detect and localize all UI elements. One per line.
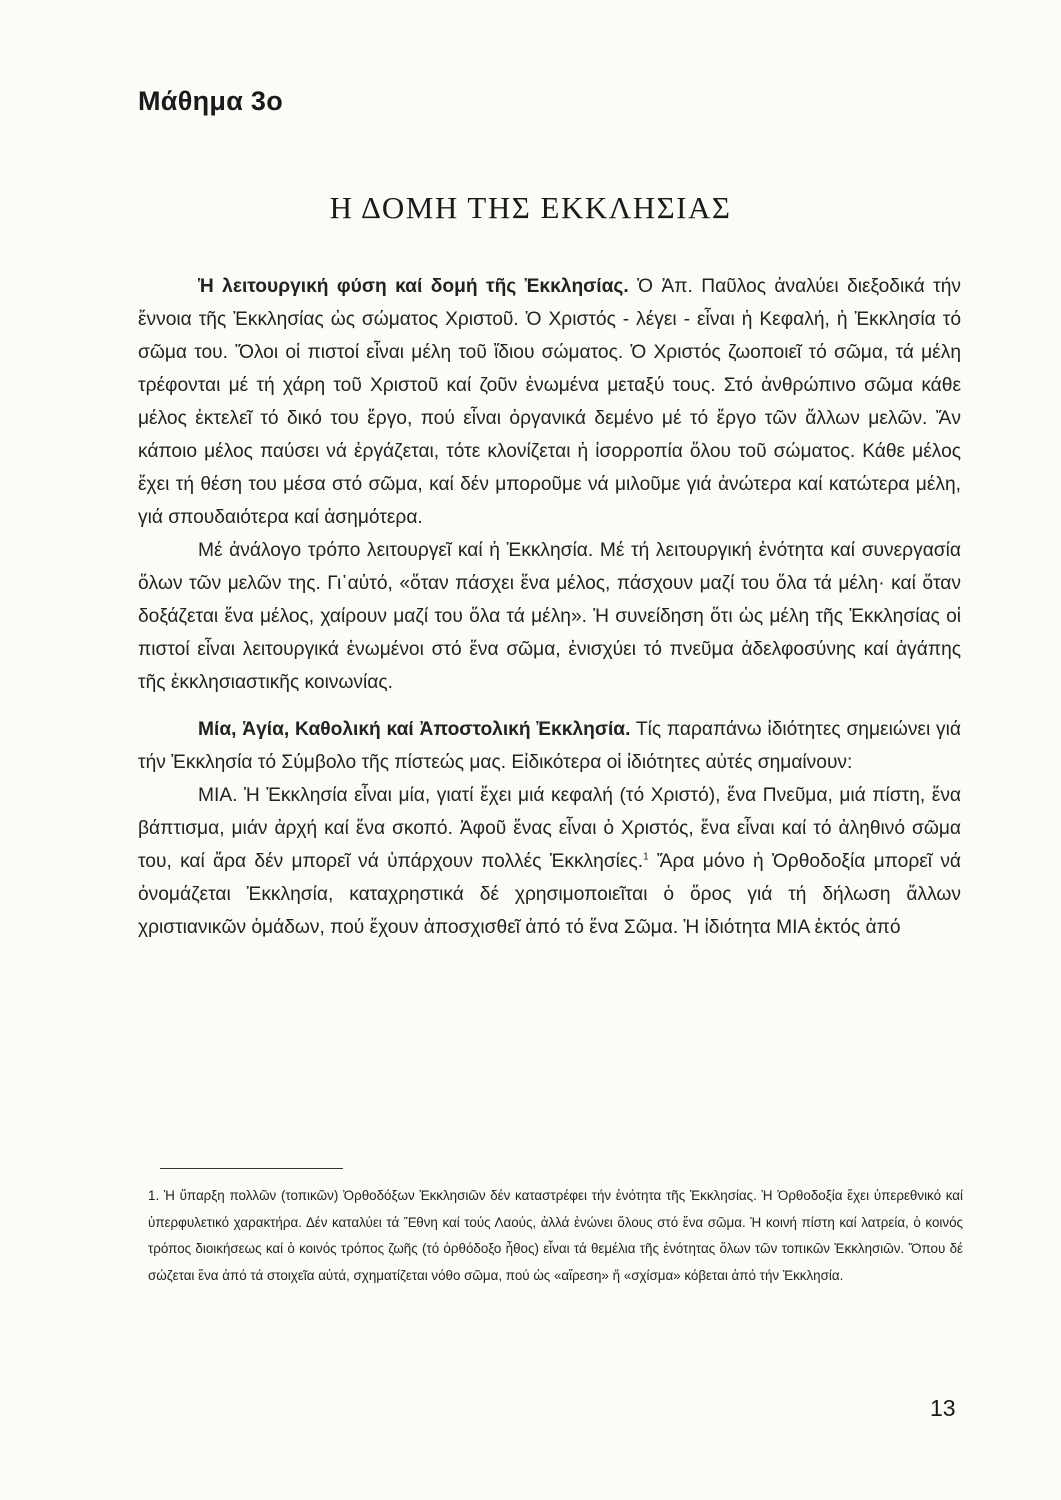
paragraph-1-text: Ὁ Ἀπ. Παῦλος ἀναλύει διεξοδικά τήν ἔννοια τῆς Ἐκκλησίας ὡς σώματος Χριστοῦ. Ὁ Χριστός - λέγει - εἶναι ἡ Κεφαλή, ἡ Ἐκκλησία τό σῶμα του. Ὅλοι οἱ πιστοί εἶναι μέλη τοῦ ἴδιου σώματος. Ὁ Χριστός ζωοποιεῖ τό σῶμα, τά μέλη τρέφονται μέ τή χάρη τοῦ Χριστοῦ καί ζοῦν ἑνωμένα μεταξύ τους. Στό ἀνθρώπινο σῶμα κάθε μέλος ἐκτελεῖ τό δικό του ἔργο, πού εἶναι ὀργανικά δεμένο μέ τό ἔργο τῶν ἄλλων μελῶν. Ἄν κάποιο μέλος παύσει νά ἐργάζεται, τότε κλονίζεται ἡ ἰσορροπία ὅλου τοῦ σώματος. Κάθε μέλος ἔχει τή θέση του μέσα στό σῶμα, καί δέν μποροῦμε νά μιλοῦμε γιά ἀνώτερα καί κατώτερα μέλη, γιά σπουδαιότερα καί ἀσημότερα. xyxy=(138,276,961,528)
paragraph-4-text-a: ΜΙΑ. Ἡ Ἐκκλησία εἶναι μία, γιατί ἔχει μιά κεφαλή (τό Χριστό), ἕνα Πνεῦμα, μιά πίστη, ἕνα βάπτισμα, μιάν ἀρχή καί ἕνα σκοπό. Ἀφοῦ ἕνας εἶναι ὁ Χριστός, ἕνα εἶναι καί τό ἀληθινό σῶμα του, καί ἄρα δέν μπορεῖ νά ὑπάρχουν πολλές Ἐκκλησίες. xyxy=(138,785,961,872)
footnote-1: 1. Ἡ ὕπαρξη πολλῶν (τοπικῶν) Ὀρθοδόξων Ἐκκλησιῶν δέν καταστρέφει τήν ἑνότητα τῆς Ἐκκλησίας. Ἡ Ὀρθοδοξία ἔχει ὑπερεθνικό καί ὑπερφυλετικό χαρακτήρα. Δέν καταλύει τά Ἔθνη καί τούς Λαούς, ἀλλά ἑνώνει ὅλους στό ἕνα σῶμα. Ἡ κοινή πίστη καί λατρεία, ὁ κοινός τρόπος διοικήσεως καί ὁ κοινός τρόπος ζωῆς (τό ὀρθόδοξο ἦθος) εἶναι τά θεμέλια τῆς ἑνότητας ὅλων τῶν τοπικῶν Ἐκκλησιῶν. Ὅπου δέ σώζεται ἕνα ἀπό τά στοιχεῖα αὐτά, σχηματίζεται νόθο σῶμα, πού ὡς «αἵρεση» ἤ «σχίσμα» κόβεται ἀπό τήν Ἐκκλησία. xyxy=(148,1188,963,1283)
paragraph-3-text: Τίς παραπάνω ἰδιότητες σημειώνει γιά τήν Ἐκκλησία τό Σύμβολο τῆς πίστεώς μας. Εἰδικότερα οἱ ἰδιότητες αὐτές σημαίνουν: xyxy=(138,719,961,773)
main-text xyxy=(138,270,961,944)
paragraph-3 xyxy=(138,713,961,779)
section-heading-function: Ἡ λειτουργική φύση καί δομή τῆς Ἐκκλησίας. xyxy=(198,276,629,297)
paragraph-4-text-b: Ἄρα μόνο ἡ Ὀρθοδοξία μπορεῖ νά ὀνομάζεται Ἐκκλησία, καταχρηστικά δέ χρησιμοποιεῖται ὁ ὅρος γιά τή δήλωση ἄλλων χριστιανικῶν ὁμάδων, πού ἔχουν ἀποσχισθεῖ ἀπό τό ἕνα Σῶμα. Ἡ ἰδιότητα ΜΙΑ ἐκτός ἀπό xyxy=(138,851,962,938)
paragraph-2 xyxy=(138,534,961,699)
footnote-reference[interactable]: 1 xyxy=(643,851,649,863)
footnote-divider xyxy=(160,1168,343,1169)
chapter-title: Η ΔΟΜΗ ΤΗΣ ΕΚΚΛΗΣΙΑΣ xyxy=(329,190,732,225)
section-heading-properties: Μία, Ἁγία, Καθολική καί Ἀποστολική Ἐκκλησία. xyxy=(198,719,631,740)
paragraph-1 xyxy=(138,270,961,534)
paragraph-2-text: Μέ ἀνάλογο τρόπο λειτουργεῖ καί ἡ Ἐκκλησία. Μέ τή λειτουργική ἑνότητα καί συνεργασία ὅλων τῶν μελῶν της. Γι᾿αὐτό, «ὅταν πάσχει ἕνα μέλος, πάσχουν μαζί του ὅλα τά μέλη· καί ὅταν δοξάζεται ἕνα μέλος, χαίρουν μαζί του ὅλα τά μέλη». Ἡ συνείδηση ὅτι ὡς μέλη τῆς Ἐκκλησίας οἱ πιστοί εἶναι λειτουργικά ἑνωμένοι στό ἕνα σῶμα, ἐνισχύει τό πνεῦμα ἀδελφοσύνης καί ἀγάπης τῆς ἐκκλησιαστικῆς κοινωνίας. xyxy=(138,540,961,693)
lesson-heading: Μάθημα 3ο xyxy=(138,86,284,116)
footnotes xyxy=(148,1183,963,1289)
paragraph-4 xyxy=(138,779,961,944)
page-number: 13 xyxy=(930,1395,956,1421)
